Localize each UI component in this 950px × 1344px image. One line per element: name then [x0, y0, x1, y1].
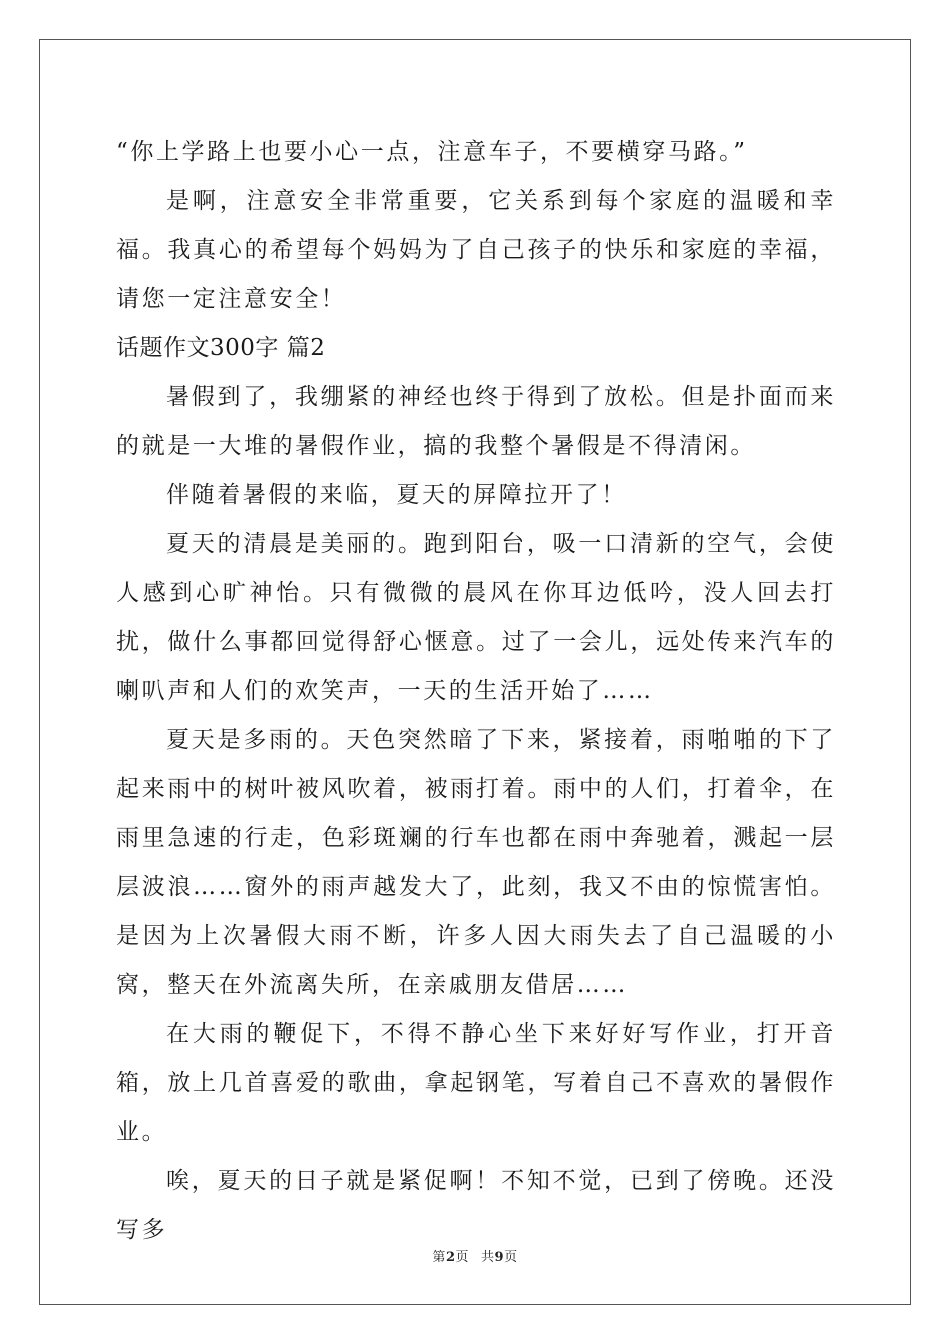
page-prefix: 第	[432, 1250, 446, 1265]
paragraph: 唉，夏天的日子就是紧促啊！不知不觉，已到了傍晚。还没写多	[116, 1168, 836, 1243]
paragraph: 暑假到了，我绷紧的神经也终于得到了放松。但是扑面而来的就是一大堆的暑假作业，搞的我整个暑假是不得清闲。	[116, 384, 836, 459]
page-number: 2	[445, 1250, 456, 1265]
document-body	[116, 128, 836, 1255]
paragraph: 在大雨的鞭促下，不得不静心坐下来好好写作业，打开音箱，放上几首喜爱的歌曲，拿起钢笔，写着自己不喜欢的暑假作业。	[116, 1021, 836, 1145]
section-heading: 话题作文300字 篇2	[116, 335, 326, 361]
page-footer	[0, 1246, 950, 1265]
paragraph: 是啊，注意安全非常重要，它关系到每个家庭的温暖和幸福。我真心的希望每个妈妈为了自己孩子的快乐和家庭的幸福，请您一定注意安全！	[116, 188, 836, 312]
paragraph: 夏天是多雨的。天色突然暗了下来，紧接着，雨啪啪的下了起来雨中的树叶被风吹着，被雨打着。雨中的人们，打着伞，在雨里急速的行走，色彩斑斓的行车也都在雨中奔驰着，溅起一层层波浪……窗外的雨声越发大了，此刻，我又不由的惊慌害怕。是因为上次暑假大雨不断，许多人因大雨失去了自己温暖的小窝，整天在外流离失所，在亲戚朋友借居……	[116, 727, 836, 998]
total-pages: 9	[494, 1250, 505, 1265]
paragraph: 夏天的清晨是美丽的。跑到阳台，吸一口清新的空气，会使人感到心旷神怡。只有微微的晨风在你耳边低吟，没人回去打扰，做什么事都回觉得舒心惬意。过了一会儿，远处传来汽车的喇叭声和人们的欢笑声，一天的生活开始了……	[116, 531, 836, 704]
total-prefix: 共	[481, 1250, 495, 1265]
paragraph: “你上学路上也要小心一点，注意车子，不要横穿马路。”	[116, 139, 748, 165]
page-suffix: 页	[455, 1250, 469, 1265]
total-suffix: 页	[504, 1250, 518, 1265]
paragraph: 伴随着暑假的来临，夏天的屏障拉开了！	[166, 482, 627, 508]
